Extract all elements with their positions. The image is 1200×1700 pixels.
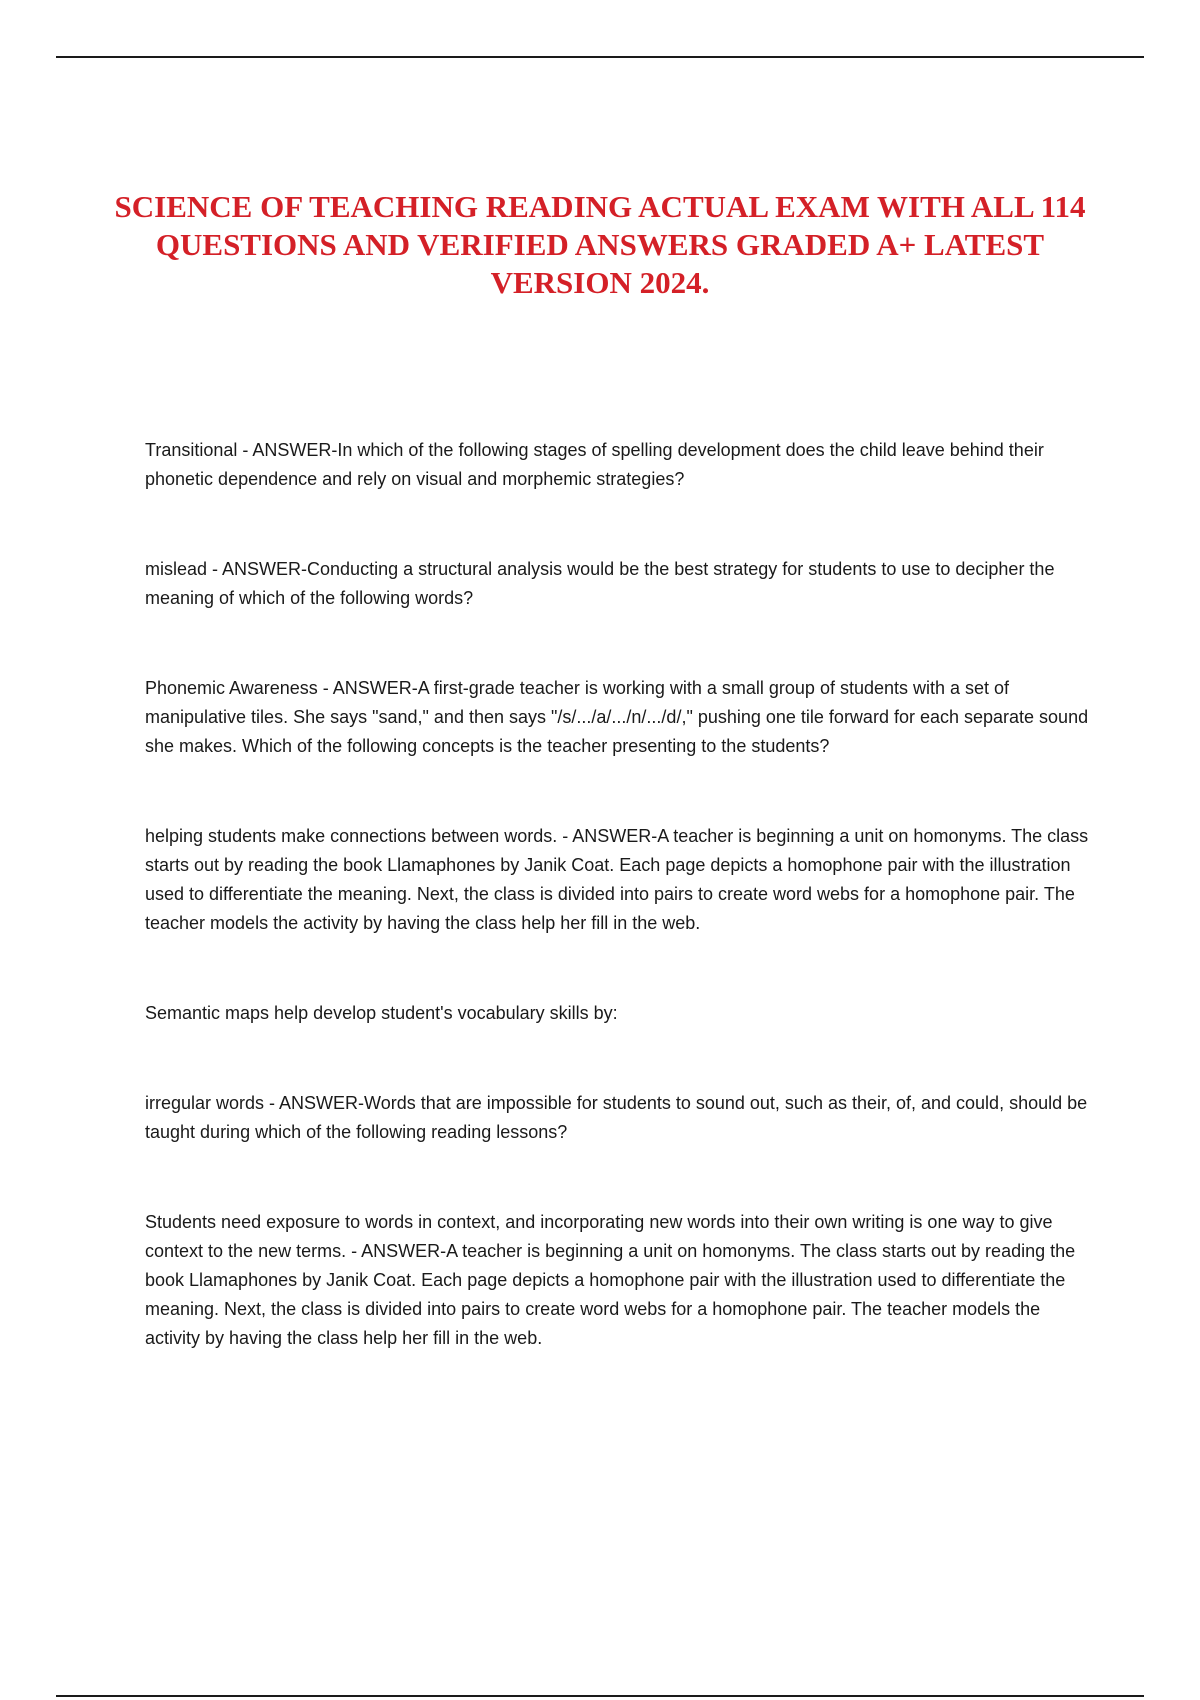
qa-entry-7: Students need exposure to words in context, and incorporating new words into their own writing is one way to give context to the new terms. - ANSWER-A teacher is beginning a unit on homonyms. The class starts out by reading the book Llamaphones by Janik Coat. Each page depicts a homophone pair with the illustration used to differentiate the meaning. Next, the class is divided into pairs to create word webs for a homophone pair. The teacher models the activity by having the class help her fill in the web. <box>145 1212 1076 1348</box>
top-rule <box>56 56 1144 58</box>
qa-entry-4: helping students make connections between words. - ANSWER-A teacher is beginning a unit on homonyms. The class starts out by reading the book Llamaphones by Janik Coat. Each page depicts a homophone pair with the illustration used to differentiate the meaning. Next, the class is divided into pairs to create word webs for a homophone pair. The teacher models the activity by having the class help her fill in the web. <box>145 826 1089 933</box>
bottom-rule <box>56 1695 1144 1697</box>
qa-entry-2: mislead - ANSWER-Conducting a structural analysis would be the best strategy for students to use to decipher the meaning of which of the following words? <box>145 559 1055 608</box>
qa-entry-3: Phonemic Awareness - ANSWER-A first-grade teacher is working with a small group of students with a set of manipulative tiles. She says "sand," and then says "/s/.../a/.../n/.../d/," pushing one tile forward for each separate sound she makes. Which of the following concepts is the teacher presenting to the students? <box>145 678 1089 756</box>
qa-entry-5: Semantic maps help develop student's vocabulary skills by: <box>145 1003 618 1023</box>
qa-entry-6: irregular words - ANSWER-Words that are impossible for students to sound out, such as their, of, and could, should be taught during which of the following reading lessons? <box>145 1093 1088 1142</box>
qa-list <box>145 436 1095 1414</box>
document-title: SCIENCE OF TEACHING READING ACTUAL EXAM WITH ALL 114 QUESTIONS AND VERIFIED ANSWERS GRADED A+ LATEST VERSION 2024. <box>114 189 1086 300</box>
qa-entry-1: Transitional - ANSWER-In which of the following stages of spelling development does the child leave behind their phonetic dependence and rely on visual and morphemic strategies? <box>145 440 1044 489</box>
